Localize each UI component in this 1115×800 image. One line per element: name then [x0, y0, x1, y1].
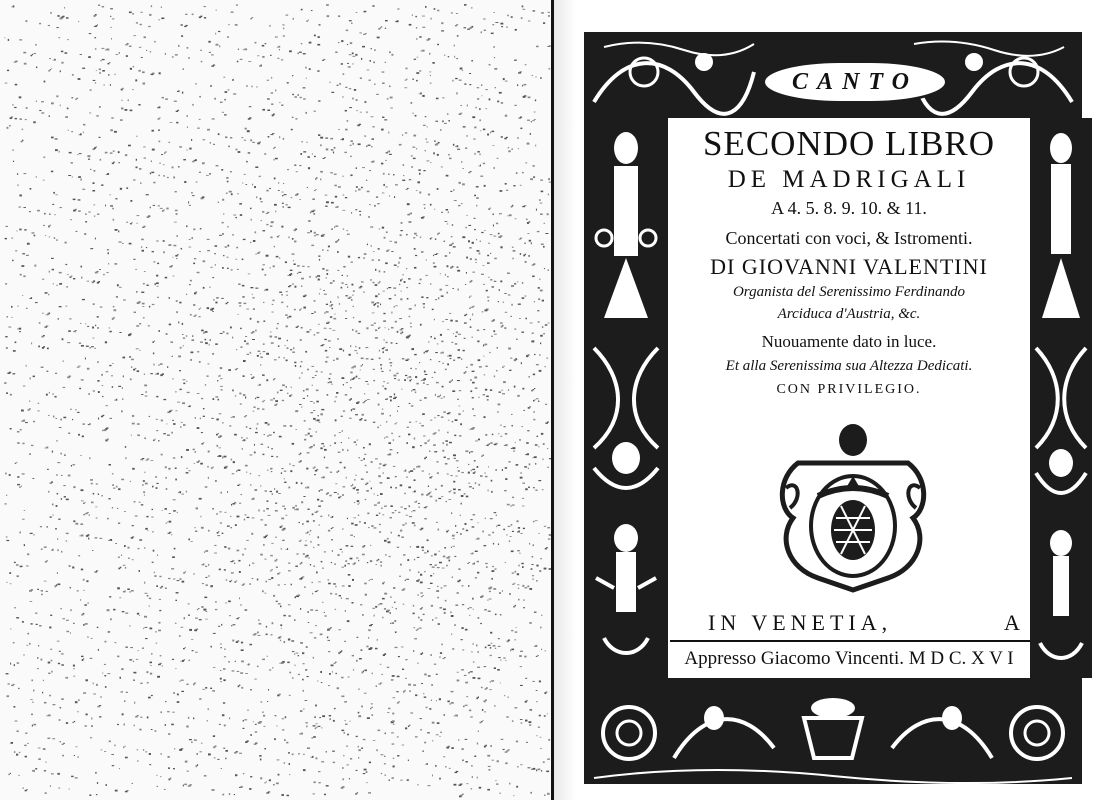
publication-note: Nuouamente dato in luce. [761, 332, 937, 351]
imprint-publisher-date: Appresso Giacomo Vincenti. M D C. X V I [684, 648, 1014, 669]
title-page [576, 0, 1115, 800]
part-name: CANTO [792, 68, 918, 95]
coat-of-arms-emblem [778, 418, 928, 593]
ornamental-bottom-band [584, 678, 1082, 784]
composer-role-line-1: Organista del Serenissimo Ferdinando [732, 284, 966, 300]
title-line-1: SECONDO LIBRO [702, 124, 996, 163]
title-line-2: DE MADRIGALI [727, 166, 971, 193]
imprint-city: IN VENETIA, [708, 610, 893, 635]
concertati-line: Concertati con voci, & Istromenti. [725, 228, 973, 248]
voices-line: A 4. 5. 8. 9. 10. & 11. [771, 198, 927, 218]
composer-role-line-2: Arciduca d'Austria, &c. [777, 306, 921, 322]
imprint-city-suffix: A [1004, 610, 1020, 635]
imprint-rule [670, 640, 1030, 642]
gutter-shadow [554, 0, 576, 800]
speckle-texture [0, 0, 553, 800]
ornamental-left-column [584, 118, 668, 678]
ornamental-right-column [1030, 118, 1092, 678]
blank-left-page [0, 0, 553, 800]
dedication-line: Et alla Serenissima sua Altezza Dedicati. [725, 358, 973, 374]
privilege-line: CON PRIVILEGIO. [776, 382, 922, 397]
title-text-area [668, 118, 1030, 678]
composer-name: DI GIOVANNI VALENTINI [710, 254, 988, 279]
part-name-cartouche [762, 60, 948, 104]
woodcut-frame [584, 32, 1082, 784]
